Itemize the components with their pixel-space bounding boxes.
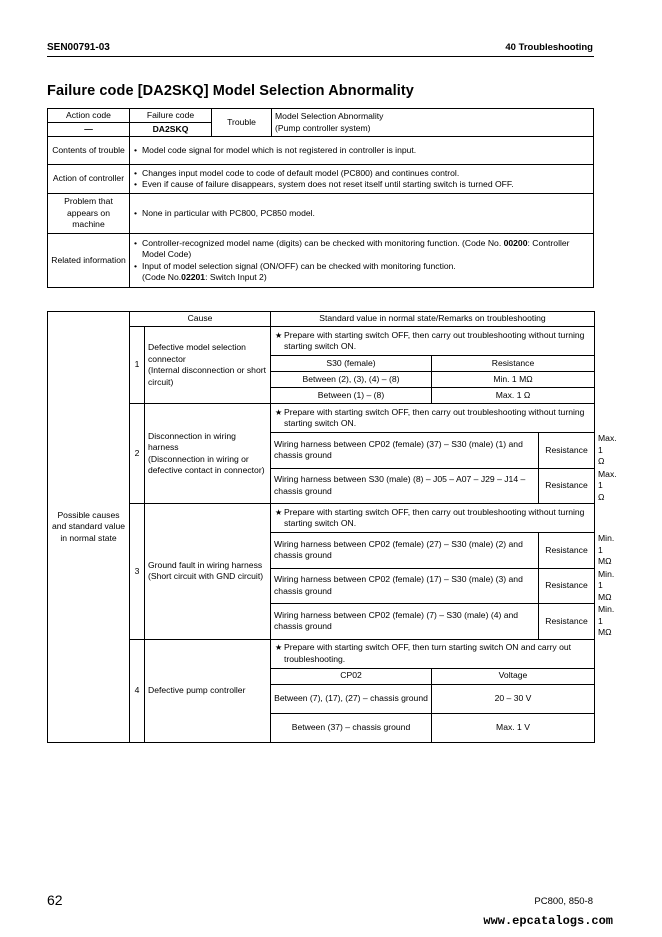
subheader-connector: S30 (female) xyxy=(271,356,432,372)
measure-type: Resistance xyxy=(539,533,595,569)
failure-info-table xyxy=(47,108,594,288)
measure-point: Wiring harness between CP02 (female) (7) – S30 (male) (4) and chassis ground xyxy=(271,604,539,640)
measure-type: Resistance xyxy=(539,433,595,469)
header-divider xyxy=(47,56,594,57)
related-info-label: Related information xyxy=(48,234,130,288)
causes-table: Possible causes and standard value in normal state Cause Standard value in normal state/Remarks on troubleshooting 1 Defective model selection connector (Internal disconnection or short circuit) ★ Prepare with starting switch OFF, then carry out troubleshooting without turning starting switch ON. S30 (female) Resistance Between (2), (3), (4) – (8) Min. 1 MΩ Between (1) – (8) Max. 1 Ω 2 Disconnection in wiring harness (Disconnection in wiring or defective contact in connector) ★ Prepare with starting switch OFF, then carry out troubleshooting without turning starting switch ON. Wiring harness between CP02 (female) (37) – S30 (male) (1) and chassis ground Resistance Max. 1 Ω Wiring harness between S30 (male) (8) – J05 – A07 – J29 – J14 – chassis ground Resistance Max. 1 Ω 3 Ground fault in wiring harness (Short circuit with GND circuit) ★ Prepare with starting switch OFF, then carry out troubleshooting without turning starting switch ON. Wiring harness between CP02 (female) (27) – S30 (male) (2) and chassis ground Resistance Min. 1 MΩ Wiring harness between CP02 (female) (17) – S30 (male) (3) and chassis ground Resistance Min. 1 MΩ Wiring harness between CP02 (female) (7) – S30 (male) (4) and chassis ground Resistance Min. 1 MΩ 4 Defective pump controller ★ Prepare with starting switch OFF, then turn starting switch ON and carry out troubleshooting. CP02 Voltage Between (7), (17), (27) – chassis ground 20 – 30 V Between (37) – chassis ground Max. 1 V xyxy=(47,311,595,743)
cause-number: 4 xyxy=(130,639,145,742)
cause-description: Ground fault in wiring harness (Short circuit with GND circuit) xyxy=(145,504,271,640)
list-item: • Even if cause of failure disappears, system does not reset itself until starting switch is turned OFF. xyxy=(133,179,590,191)
causes-side-label: Possible causes and standard value in normal state xyxy=(48,312,130,743)
action-code-value: — xyxy=(48,123,130,137)
cause-description: Defective pump controller xyxy=(145,639,271,742)
measure-point: Wiring harness between CP02 (female) (27) – S30 (male) (2) and chassis ground xyxy=(271,533,539,569)
prep-note: ★ Prepare with starting switch OFF, then carry out troubleshooting without turning starting switch ON. xyxy=(271,504,595,533)
trouble-value xyxy=(272,109,594,137)
prep-note: ★ Prepare with starting switch OFF, then carry out troubleshooting without turning starting switch ON. xyxy=(271,327,595,356)
problem-value xyxy=(130,194,594,234)
code-number: 02201 xyxy=(181,272,206,282)
measure-value: Max. 1 V xyxy=(432,713,595,742)
code-number: 00200 xyxy=(503,237,528,248)
action-of-controller-label: Action of controller xyxy=(48,165,130,194)
related-info-value xyxy=(130,234,594,288)
measure-value: 20 – 30 V xyxy=(432,684,595,713)
subheader-value: Voltage xyxy=(432,668,595,684)
trouble-label: Trouble xyxy=(212,109,272,137)
prep-note: ★ Prepare with starting switch OFF, then turn starting switch ON and carry out troubleshooting. xyxy=(271,639,595,668)
action-of-controller-value xyxy=(130,165,594,194)
measure-type: Resistance xyxy=(539,568,595,604)
contents-label: Contents of trouble xyxy=(48,137,130,165)
measure-point: Between (2), (3), (4) – (8) xyxy=(271,372,432,388)
cause-number: 3 xyxy=(130,504,145,640)
subheader-value: Resistance xyxy=(432,356,595,372)
standard-header: Standard value in normal state/Remarks on troubleshooting xyxy=(271,312,595,327)
action-code-label: Action code xyxy=(48,109,130,123)
page-title: Failure code [DA2SKQ] Model Selection Abnormality xyxy=(47,83,414,99)
trouble-value-line1: Model Selection Abnormality xyxy=(275,111,384,121)
measure-point: Wiring harness between CP02 (female) (37) – S30 (male) (1) and chassis ground xyxy=(271,433,539,469)
page-number: 62 xyxy=(47,892,63,908)
measure-point: Between (37) – chassis ground xyxy=(271,713,432,742)
cause-header: Cause xyxy=(130,312,271,327)
website-url: www.epcatalogs.com xyxy=(483,914,613,928)
cause-number: 1 xyxy=(130,327,145,404)
list-item: • Changes input model code to code of default model (PC800) and continues control. xyxy=(133,168,590,180)
list-item: • Controller-recognized model name (digits) can be checked with monitoring function. (Code No. 00200: Controller Model Code) xyxy=(133,238,590,261)
list-item: • Model code signal for model which is not registered in controller is input. xyxy=(133,145,590,157)
measure-point: Wiring harness between S30 (male) (8) – J05 – A07 – J29 – J14 – chassis ground xyxy=(271,468,539,504)
failure-code-value: DA2SKQ xyxy=(130,123,212,137)
doc-code: SEN00791-03 xyxy=(47,42,110,53)
measure-point: Wiring harness between CP02 (female) (17) – S30 (male) (3) and chassis ground xyxy=(271,568,539,604)
measure-point: Between (7), (17), (27) – chassis ground xyxy=(271,684,432,713)
contents-value xyxy=(130,137,594,165)
problem-label: Problem that appears on machine xyxy=(48,194,130,234)
cause-number: 2 xyxy=(130,404,145,504)
prep-note: ★ Prepare with starting switch OFF, then carry out troubleshooting without turning starting switch ON. xyxy=(271,404,595,433)
cause-description: Disconnection in wiring harness (Disconnection in wiring or defective contact in connector) xyxy=(145,404,271,504)
measure-value: Max. 1 Ω xyxy=(432,388,595,404)
trouble-value-line2: (Pump controller system) xyxy=(275,122,371,133)
section-title: 40 Troubleshooting xyxy=(505,42,593,53)
measure-type: Resistance xyxy=(539,468,595,504)
failure-code-label: Failure code xyxy=(130,109,212,123)
list-item: • Input of model selection signal (ON/OFF) can be checked with monitoring function. (Code No.02201: Switch Input 2) xyxy=(133,261,590,284)
measure-point: Between (1) – (8) xyxy=(271,388,432,404)
model-label: PC800, 850-8 xyxy=(534,896,593,907)
cause-description: Defective model selection connector (Internal disconnection or short circuit) xyxy=(145,327,271,404)
subheader-connector: CP02 xyxy=(271,668,432,684)
measure-value: Min. 1 MΩ xyxy=(432,372,595,388)
list-item: • None in particular with PC800, PC850 model. xyxy=(133,208,590,220)
measure-type: Resistance xyxy=(539,604,595,640)
